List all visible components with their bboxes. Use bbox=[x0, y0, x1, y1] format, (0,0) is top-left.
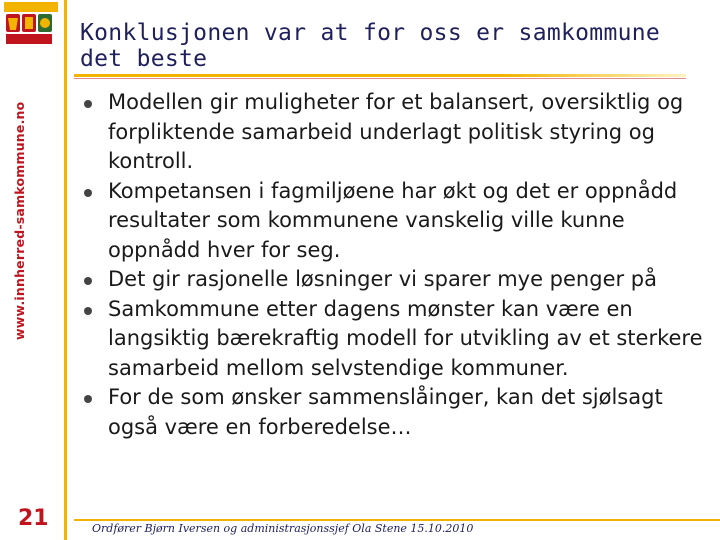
website-url: www.innherred-samkommune.no bbox=[12, 101, 27, 340]
footer-credit: Ordfører Bjørn Iversen og administrasjonssjef Ola Stene 15.10.2010 bbox=[92, 522, 474, 535]
bullet-item bbox=[82, 383, 708, 442]
bullet-text: Samkommune etter dagens mønster kan være en langsiktig bærekraftig modell for utvikling av et sterkere samarbeid mellom selvstendige kommuner. bbox=[108, 296, 703, 380]
bullet-text: Det gir rasjonelle løsninger vi sparer mye penger på bbox=[108, 267, 658, 291]
sidebar-divider bbox=[64, 0, 67, 540]
bullet-text: Modellen gir muligheter for et balansert, oversiktlig og forpliktende samarbeid underlagt politisk styring og kontroll. bbox=[108, 90, 684, 173]
bullet-dot-icon bbox=[84, 307, 92, 315]
bullet-text: Kompetansen i fagmiljøene har økt og det er oppnådd resultater som kommunene vanskelig ville kunne oppnådd hver for seg. bbox=[108, 178, 678, 262]
slide-title: Konklusjonen var at for oss er samkommune det beste bbox=[80, 20, 661, 72]
bullet-dot-icon bbox=[84, 277, 92, 285]
bullet-item bbox=[82, 265, 708, 295]
bullet-item bbox=[82, 88, 708, 177]
bullet-dot-icon bbox=[84, 100, 92, 108]
bullet-list bbox=[82, 88, 708, 442]
bullet-dot-icon bbox=[84, 395, 92, 403]
bullet-item bbox=[82, 295, 708, 384]
bullet-item bbox=[82, 177, 708, 266]
municipality-logo bbox=[4, 2, 58, 46]
title-underline-thin bbox=[74, 78, 686, 79]
bullet-text: For de som ønsker sammenslåinger, kan det sjølsagt også være en forberedelse… bbox=[108, 385, 663, 439]
slide-number: 21 bbox=[18, 506, 49, 531]
bullet-dot-icon bbox=[84, 189, 92, 197]
footer-divider bbox=[74, 519, 720, 521]
sidebar bbox=[0, 0, 66, 540]
title-underline bbox=[74, 74, 686, 77]
